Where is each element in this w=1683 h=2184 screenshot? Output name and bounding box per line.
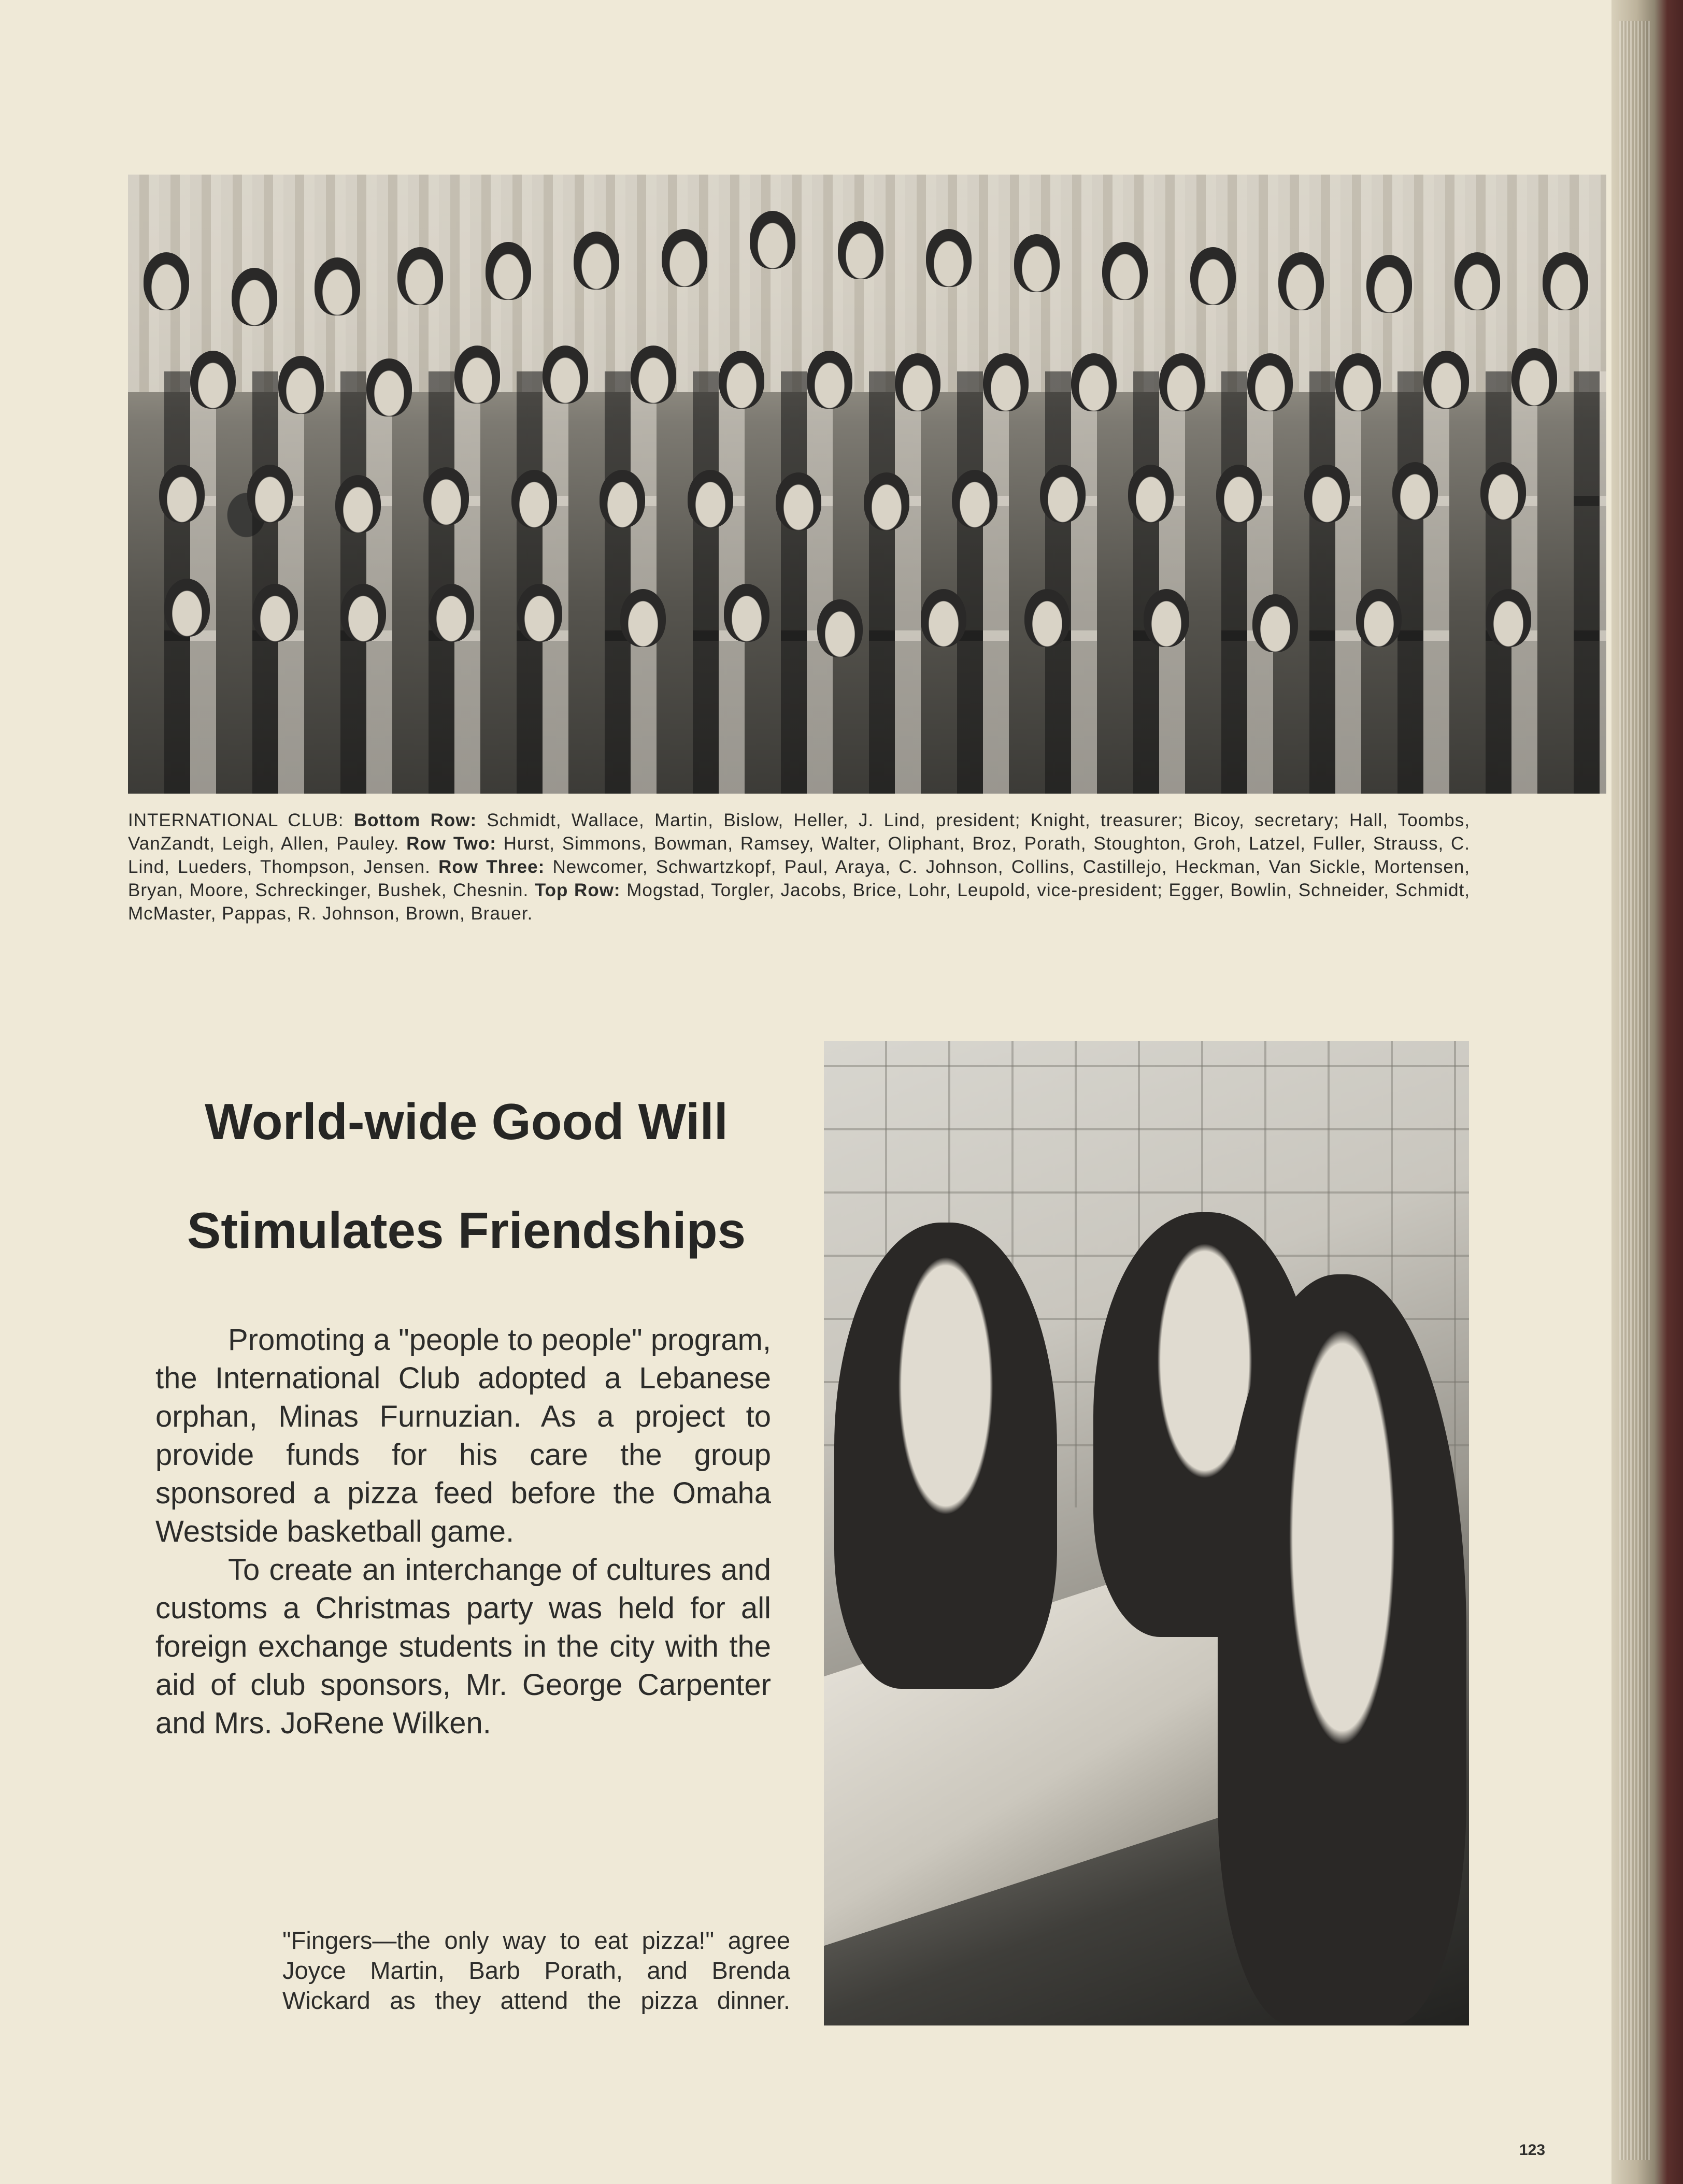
student-face <box>719 351 764 409</box>
student-face <box>1543 252 1588 310</box>
student-face <box>1144 589 1189 647</box>
pizza-photo-caption: "Fingers—the only way to eat pizza!" agree Joyce Martin, Barb Porath, and Brenda Wickard as they attend the pizza dinner. <box>282 1927 790 2014</box>
student-face <box>926 229 972 287</box>
caption-row-names: Newcomer, Schwartzkopf, Paul, Araya, C. Johnson, Collins, Castillejo, Heckman, Van Sickle, Mortensen, Bryan, Moore, Schreckinger, Bushek, Chesnin. <box>128 857 1470 900</box>
student-face <box>397 247 443 305</box>
student-face <box>454 346 500 404</box>
student-face <box>750 211 795 269</box>
headline-line-1: World-wide Good Will <box>205 1093 728 1150</box>
student-face <box>574 232 619 290</box>
student-face <box>1014 234 1060 292</box>
student-face <box>921 589 966 647</box>
student-face <box>1247 353 1293 411</box>
student-face <box>278 356 324 414</box>
caption-row-label: Row Three: <box>438 857 545 877</box>
student-face <box>983 353 1029 411</box>
student-face <box>511 470 557 528</box>
student-face <box>1071 353 1117 411</box>
student-face <box>724 584 769 642</box>
student-face <box>1216 465 1262 523</box>
caption-row-names: Hurst, Simmons, Bowman, Ramsey, Walter, Oliphant, Broz, Porath, Stoughton, Groh, Latzel, Fuller, Strauss, C. Lind, Lueders, Thompson, Jensen. <box>128 834 1470 877</box>
student-face <box>1040 465 1086 523</box>
student-face <box>1356 589 1402 647</box>
student-face <box>631 346 676 404</box>
student-face <box>1486 589 1531 647</box>
student-face <box>1252 594 1298 652</box>
caption-row-label: Top Row: <box>534 880 621 900</box>
article-paragraph: To create an interchange of cultures and customs a Christmas party was held for all foreign exchange students in the city with the aid of club sponsors, Mr. George Carpenter and Mrs. JoRene Wilken. <box>155 1553 771 1740</box>
student-face <box>1366 255 1412 313</box>
caption-row-label: Bottom Row: <box>353 810 477 830</box>
article-paragraph: Promoting a "people to people" program, the International Club adopted a Lebanese orphan, Minas Furnuzian. As a project to provide funds for his care the group sponsored a pizza feed before the Omaha Westside basketball game. <box>155 1323 771 1548</box>
club-group-photo <box>128 175 1606 794</box>
student-face <box>600 470 645 528</box>
student-face <box>662 229 707 287</box>
student-face <box>688 470 733 528</box>
student-face <box>1454 252 1500 310</box>
student-eating-pizza <box>1218 1274 1466 2025</box>
caption-row-names: Schmidt, Wallace, Martin, Bislow, Heller, J. Lind, president; Knight, treasurer; Bicoy, secretary; Hall, Toombs, VanZandt, Leigh, Allen, Pauley. <box>128 810 1470 854</box>
student-face <box>517 584 562 642</box>
student-face <box>1102 242 1148 300</box>
student-face <box>817 599 863 657</box>
student-face <box>1392 462 1438 520</box>
student-face <box>144 252 189 310</box>
student-face <box>1024 589 1070 647</box>
student-face <box>1278 252 1324 310</box>
student-face <box>1511 348 1557 406</box>
caption-lead: INTERNATIONAL CLUB: <box>128 810 344 830</box>
caption-row-label: Row Two: <box>406 834 496 854</box>
student-face <box>164 579 210 637</box>
student-face <box>247 465 293 523</box>
headline-line-2: Stimulates Friendships <box>187 1202 746 1259</box>
student-face <box>1190 247 1236 305</box>
article-body <box>155 1321 771 1743</box>
student-face <box>1480 462 1526 520</box>
student-face <box>620 589 666 647</box>
group-photo-caption <box>128 809 1470 925</box>
student-face <box>340 584 386 642</box>
page-number: 123 <box>1519 2142 1546 2159</box>
stacked-page-edges <box>1619 21 1650 2160</box>
student-face <box>335 475 381 533</box>
student-face <box>190 351 236 409</box>
student-eating-pizza <box>834 1223 1057 1689</box>
student-face <box>952 470 997 528</box>
student-face <box>895 353 940 411</box>
student-face <box>366 358 412 416</box>
student-face <box>1128 465 1174 523</box>
student-face <box>838 221 883 279</box>
student-face <box>159 465 205 523</box>
photo-row-bottom <box>128 630 1606 794</box>
student-face <box>486 242 531 300</box>
student-face <box>864 472 909 530</box>
student-face <box>232 268 277 326</box>
student-face <box>1304 465 1350 523</box>
caption-row-names: Mogstad, Torgler, Jacobs, Brice, Lohr, Leupold, vice-president; Egger, Bowlin, Schneider, Schmidt, McMaster, Pappas, R. Johnson, Brown, Brauer. <box>128 880 1470 924</box>
student-face <box>776 472 821 530</box>
student-face <box>1335 353 1381 411</box>
student-face <box>315 257 360 315</box>
student-face <box>543 346 588 404</box>
pizza-dinner-photo <box>824 1041 1469 2025</box>
student-face <box>252 584 298 642</box>
student-face <box>1159 353 1205 411</box>
student-face <box>423 467 469 525</box>
student-face <box>429 584 474 642</box>
student-face <box>1423 351 1469 409</box>
student-face <box>807 351 852 409</box>
